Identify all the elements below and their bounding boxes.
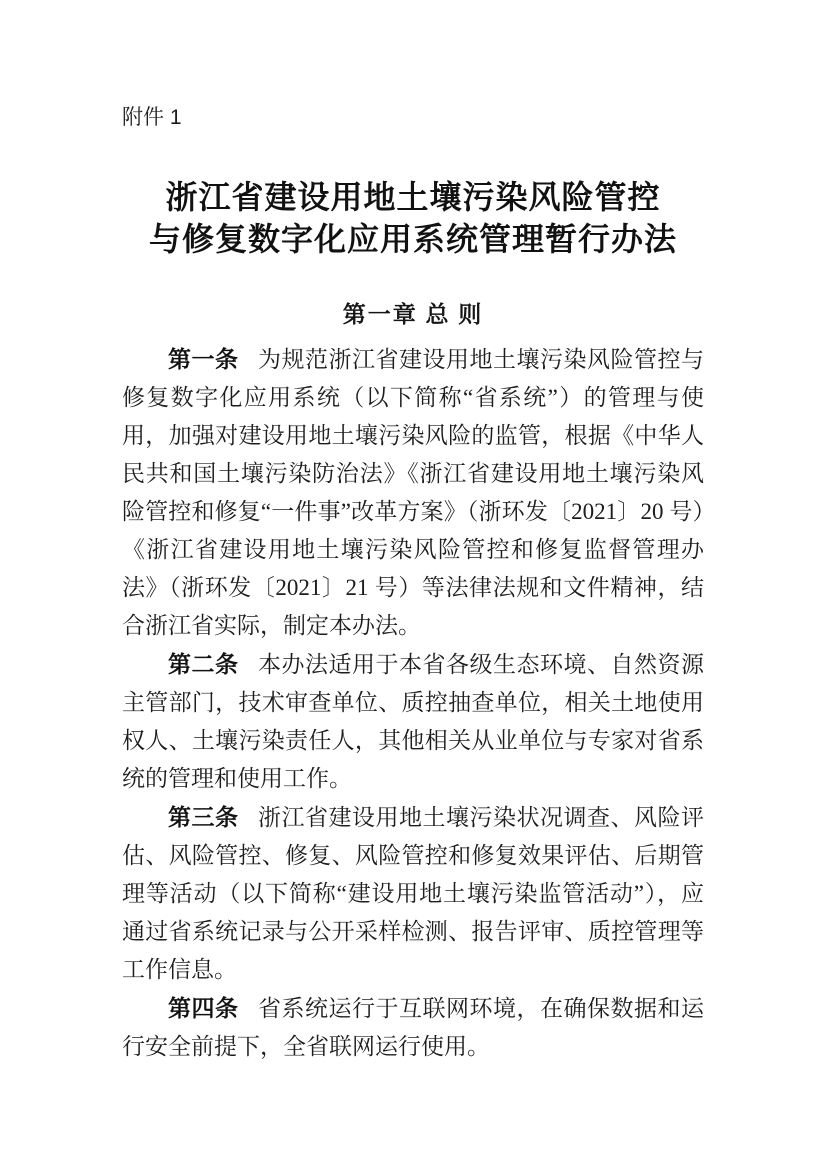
article-paragraph xyxy=(122,798,704,989)
article-paragraph xyxy=(122,989,704,1066)
document-title xyxy=(122,176,704,260)
document-title-line1: 浙江省建设用地土壤污染风险管控 xyxy=(165,179,661,215)
document-title-line2: 与修复数字化应用系统管理暂行办法 xyxy=(148,221,677,257)
chapter-heading: 第一章 总 则 xyxy=(342,302,484,327)
article-paragraph xyxy=(122,340,704,645)
article-label: 第二条 xyxy=(168,651,239,677)
article-paragraph xyxy=(122,645,704,798)
article-text: 本办法适用于本省各级生态环境、自然资源主管部门，技术审查单位、质控抽查单位，相关土地使用权人、土壤污染责任人，其他相关从业单位与专家对省系统的管理和使用工作。 xyxy=(122,652,705,791)
article-label: 第一条 xyxy=(168,346,239,372)
article-label: 第三条 xyxy=(168,804,239,830)
article-label: 第四条 xyxy=(168,995,239,1021)
article-text: 省系统运行于互联网环境，在确保数据和运行安全前提下，全省联网运行使用。 xyxy=(122,996,705,1059)
article-text: 浙江省建设用地土壤污染状况调查、风险评估、风险管控、修复、风险管控和修复效果评估、后期管理等活动（以下简称“建设用地土壤污染监管活动”），应通过省系统记录与公开采样检测、报告评审、质控管理等工作信息。 xyxy=(122,805,705,982)
article-text: 为规范浙江省建设用地土壤污染风险管控与修复数字化应用系统（以下简称“省系统”）的管理与使用，加强对建设用地土壤污染风险的监管，根据《中华人民共和国土壤污染防治法》《浙江省建设用地土壤污染风险管控和修复“一件事”改革方案》（浙环发〔2021〕20 号）《浙江省建设用地土壤污染风险管控和修复监督管理办法》（浙环发〔2021〕21 号）等法律法规和文件精神，结合浙江省实际，制定本办法。 xyxy=(122,347,705,638)
articles-container xyxy=(122,340,704,1066)
attachment-label: 附件 1 xyxy=(122,106,182,129)
